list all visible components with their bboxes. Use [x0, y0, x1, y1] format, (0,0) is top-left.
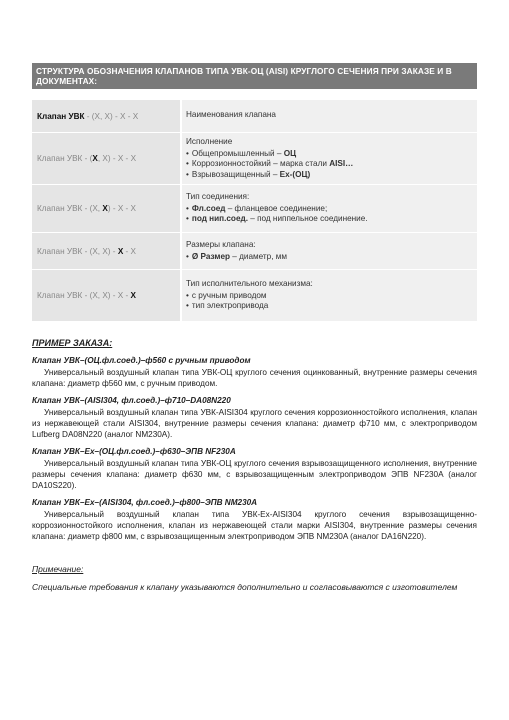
description-item: • Фл.соед – фланцевое соединение;	[186, 204, 477, 215]
description-item: • Коррозионностойкий – марка стали AISI…	[186, 159, 477, 170]
order-example-heading: Клапан УВК–(ОЦ.фл.соед.)–ф560 с ручным приводом	[32, 356, 251, 365]
order-example	[32, 338, 477, 542]
designation-row	[32, 185, 477, 233]
description-item: • Ø Размер – диаметр, мм	[186, 252, 477, 263]
order-example-heading: Клапан УВК–Ex–(ОЦ.фл.соед.)–ф630–ЭПВ NF230A	[32, 447, 236, 456]
designation-code: Клапан УВК - (X, X) - X - X	[32, 100, 180, 133]
description-title: Тип соединения:	[186, 192, 250, 202]
designation-description	[182, 185, 477, 233]
order-example-heading: Клапан УВК–Ex–(AISI304, фл.соед.)–ф800–ЭПВ NM230A	[32, 498, 258, 507]
designation-code: Клапан УВК - (X, X) - X - X	[32, 233, 180, 270]
note-text: Специальные требования к клапану указываются дополнительно и согласовываются с изготовителем	[32, 582, 458, 592]
designation-row	[32, 133, 477, 185]
description-item: • Общепромышленный – ОЦ	[186, 149, 477, 160]
description-item: • под нип.соед. – под ниппельное соединение.	[186, 214, 477, 225]
description-title: Тип исполнительного механизма:	[186, 279, 313, 289]
designation-description	[182, 133, 477, 185]
order-example-title: ПРИМЕР ЗАКАЗА:	[32, 338, 113, 348]
designation-row	[32, 270, 477, 322]
description-item: • с ручным приводом	[186, 291, 477, 302]
document-page	[32, 63, 477, 592]
note-title: Примечание:	[32, 564, 84, 574]
designation-code: Клапан УВК - (X, X) - X - X	[32, 185, 180, 233]
description-title: Наименования клапана	[186, 110, 276, 120]
description-item: • тип электропривода	[186, 301, 477, 312]
order-example-text: Универсальный воздушный клапан типа УВК-ОЦ круглого сечения оцинкованный, внутренние размеры сечения клапана: диаметр ф560 мм, с ручным приводом.	[32, 368, 477, 388]
designation-description	[182, 100, 477, 133]
order-example-text: Универсальный воздушный клапан типа УВК-AISI304 круглого сечения коррозионностойкого исполнения, клапан из нержавеющей стали AISI304, внутренние размеры сечения клапана: диаметр ф710 мм, с электроприводом Lufberg DA08N220 (аналог NM230A).	[32, 408, 477, 439]
designation-code: Клапан УВК - (X, X) - X - X	[32, 270, 180, 322]
designation-row	[32, 233, 477, 270]
designation-description	[182, 270, 477, 322]
designation-table	[32, 99, 477, 321]
order-example-heading: Клапан УВК–(AISI304, фл.соед.)–ф710–DA08N220	[32, 396, 231, 405]
description-title: Исполнение	[186, 137, 233, 146]
description-item: • Взрывозащищенный – Ex-(ОЦ)	[186, 170, 477, 181]
designation-code: Клапан УВК - (X, X) - X - X	[32, 133, 180, 185]
section-header: СТРУКТУРА ОБОЗНАЧЕНИЯ КЛАПАНОВ ТИПА УВК-ОЦ (AISI) КРУГЛОГО СЕЧЕНИЯ ПРИ ЗАКАЗЕ И В ДОКУМЕНТАХ:	[32, 63, 477, 89]
order-example-text: Универсальный воздушный клапан типа УВК-Ex-AISI304 круглого сечения взрывозащищенно-коррозионностойкого исполнения, клапан из нержавеющей стали марки AISI304, внутренние размеры сечения клапана: диаметр ф800 мм, с взрывозащищенным электроприводом ЭПВ NM230A (аналог DA16N220).	[32, 510, 477, 541]
order-example-text: Универсальный воздушный клапан типа УВК-ОЦ круглого сечения взрывозащищенного исполнения, внутренние размеры сечения клапана: диаметр ф630 мм, с взрывозащищенным электроприводом ЭПВ NF230A (аналог DA10S220).	[32, 459, 477, 490]
designation-row	[32, 100, 477, 133]
description-title: Размеры клапана:	[186, 240, 256, 249]
designation-description	[182, 233, 477, 270]
